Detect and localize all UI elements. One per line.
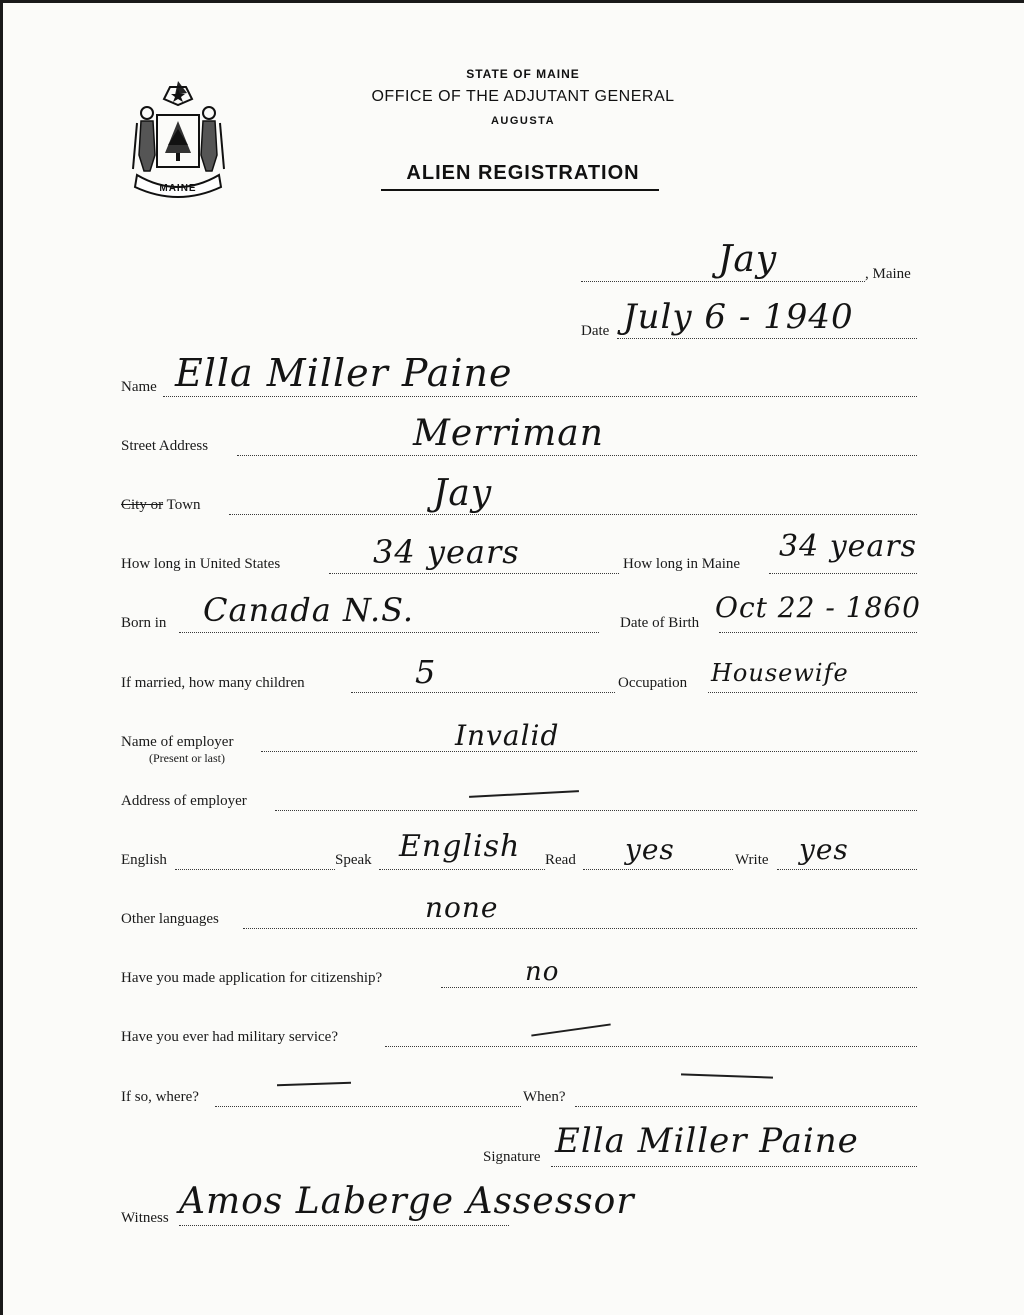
city-struck-label: City or [121,497,164,513]
signature-line [551,1166,917,1167]
employer-value: Invalid [455,719,560,752]
speak-line [379,869,545,870]
where-line [215,1106,521,1107]
street-label: Street Address [121,438,209,454]
witness-value: Amos Laberge Assessor [179,1181,635,1222]
write-label: Write [735,852,769,868]
employer-address-dash [469,790,579,798]
occupation-value: Housewife [711,659,849,687]
occupation-line [708,692,917,693]
name-value: Ella Miller Paine [175,351,513,395]
header-office: OFFICE OF THE ADJUTANT GENERAL [371,88,675,105]
town-line [581,281,865,282]
street-value: Merriman [413,413,604,454]
english-line [175,869,335,870]
employer-address-label: Address of employer [121,793,247,809]
name-line [163,396,917,397]
header-city: AUGUSTA [490,115,556,127]
seal-banner-text: MAINE [159,183,197,194]
city-line [229,514,917,515]
header-state: STATE OF MAINE [466,67,580,81]
citizenship-value: no [525,957,560,987]
other-languages-value: none [425,891,499,924]
name-label: Name [121,379,157,395]
when-line [575,1106,917,1107]
town-value: Jay [718,239,778,280]
maine-years-label: How long in Maine [623,556,741,572]
other-languages-line [243,928,917,929]
town-field-label: Town [166,497,201,513]
date-label: Date [581,323,610,339]
write-value: yes [799,833,849,866]
where-label: If so, where? [121,1089,199,1105]
when-dash [681,1073,773,1078]
dob-value: Oct 22 - 1860 [715,591,921,624]
maine-years-value: 34 years [779,529,918,564]
born-label: Born in [121,615,167,631]
read-label: Read [545,852,576,868]
street-line [237,455,917,456]
citizenship-label: Have you made application for citizenship? [121,970,383,986]
read-line [583,869,733,870]
title-underline [381,189,659,191]
witness-line [179,1225,509,1226]
date-line [617,338,917,339]
employer-line [261,751,917,752]
employer-label: Name of employer [121,734,234,750]
dob-label: Date of Birth [620,615,700,631]
children-label: If married, how many children [121,675,305,691]
write-line [777,869,917,870]
us-years-label: How long in United States [121,556,281,572]
occupation-label: Occupation [618,675,688,691]
town-label [121,497,201,514]
maine-label: , Maine [865,266,911,282]
us-years-line [329,573,619,574]
english-label: English [121,852,167,868]
dob-line [719,632,917,633]
employer-address-line [275,810,917,811]
military-dash [531,1023,610,1036]
form-title: ALIEN REGISTRATION [406,162,640,184]
military-line [385,1046,917,1047]
other-languages-label: Other languages [121,911,219,927]
children-line [351,692,615,693]
born-line [179,632,599,633]
us-years-value: 34 years [373,533,520,571]
military-label: Have you ever had military service? [121,1029,338,1045]
born-value: Canada N.S. [203,591,415,629]
read-value: yes [625,833,675,866]
speak-label: Speak [335,852,372,868]
signature-label: Signature [483,1149,541,1165]
witness-label: Witness [121,1210,169,1226]
speak-value: English [399,829,521,864]
citizenship-line [441,987,917,988]
children-value: 5 [415,653,437,691]
date-value: July 6 - 1940 [623,297,854,337]
employer-sublabel: (Present or last) [149,751,225,765]
when-label: When? [523,1089,566,1105]
city-value: Jay [433,473,493,514]
maine-years-line [769,573,917,574]
where-dash [277,1082,351,1087]
signature-value: Ella Miller Paine [555,1121,859,1161]
